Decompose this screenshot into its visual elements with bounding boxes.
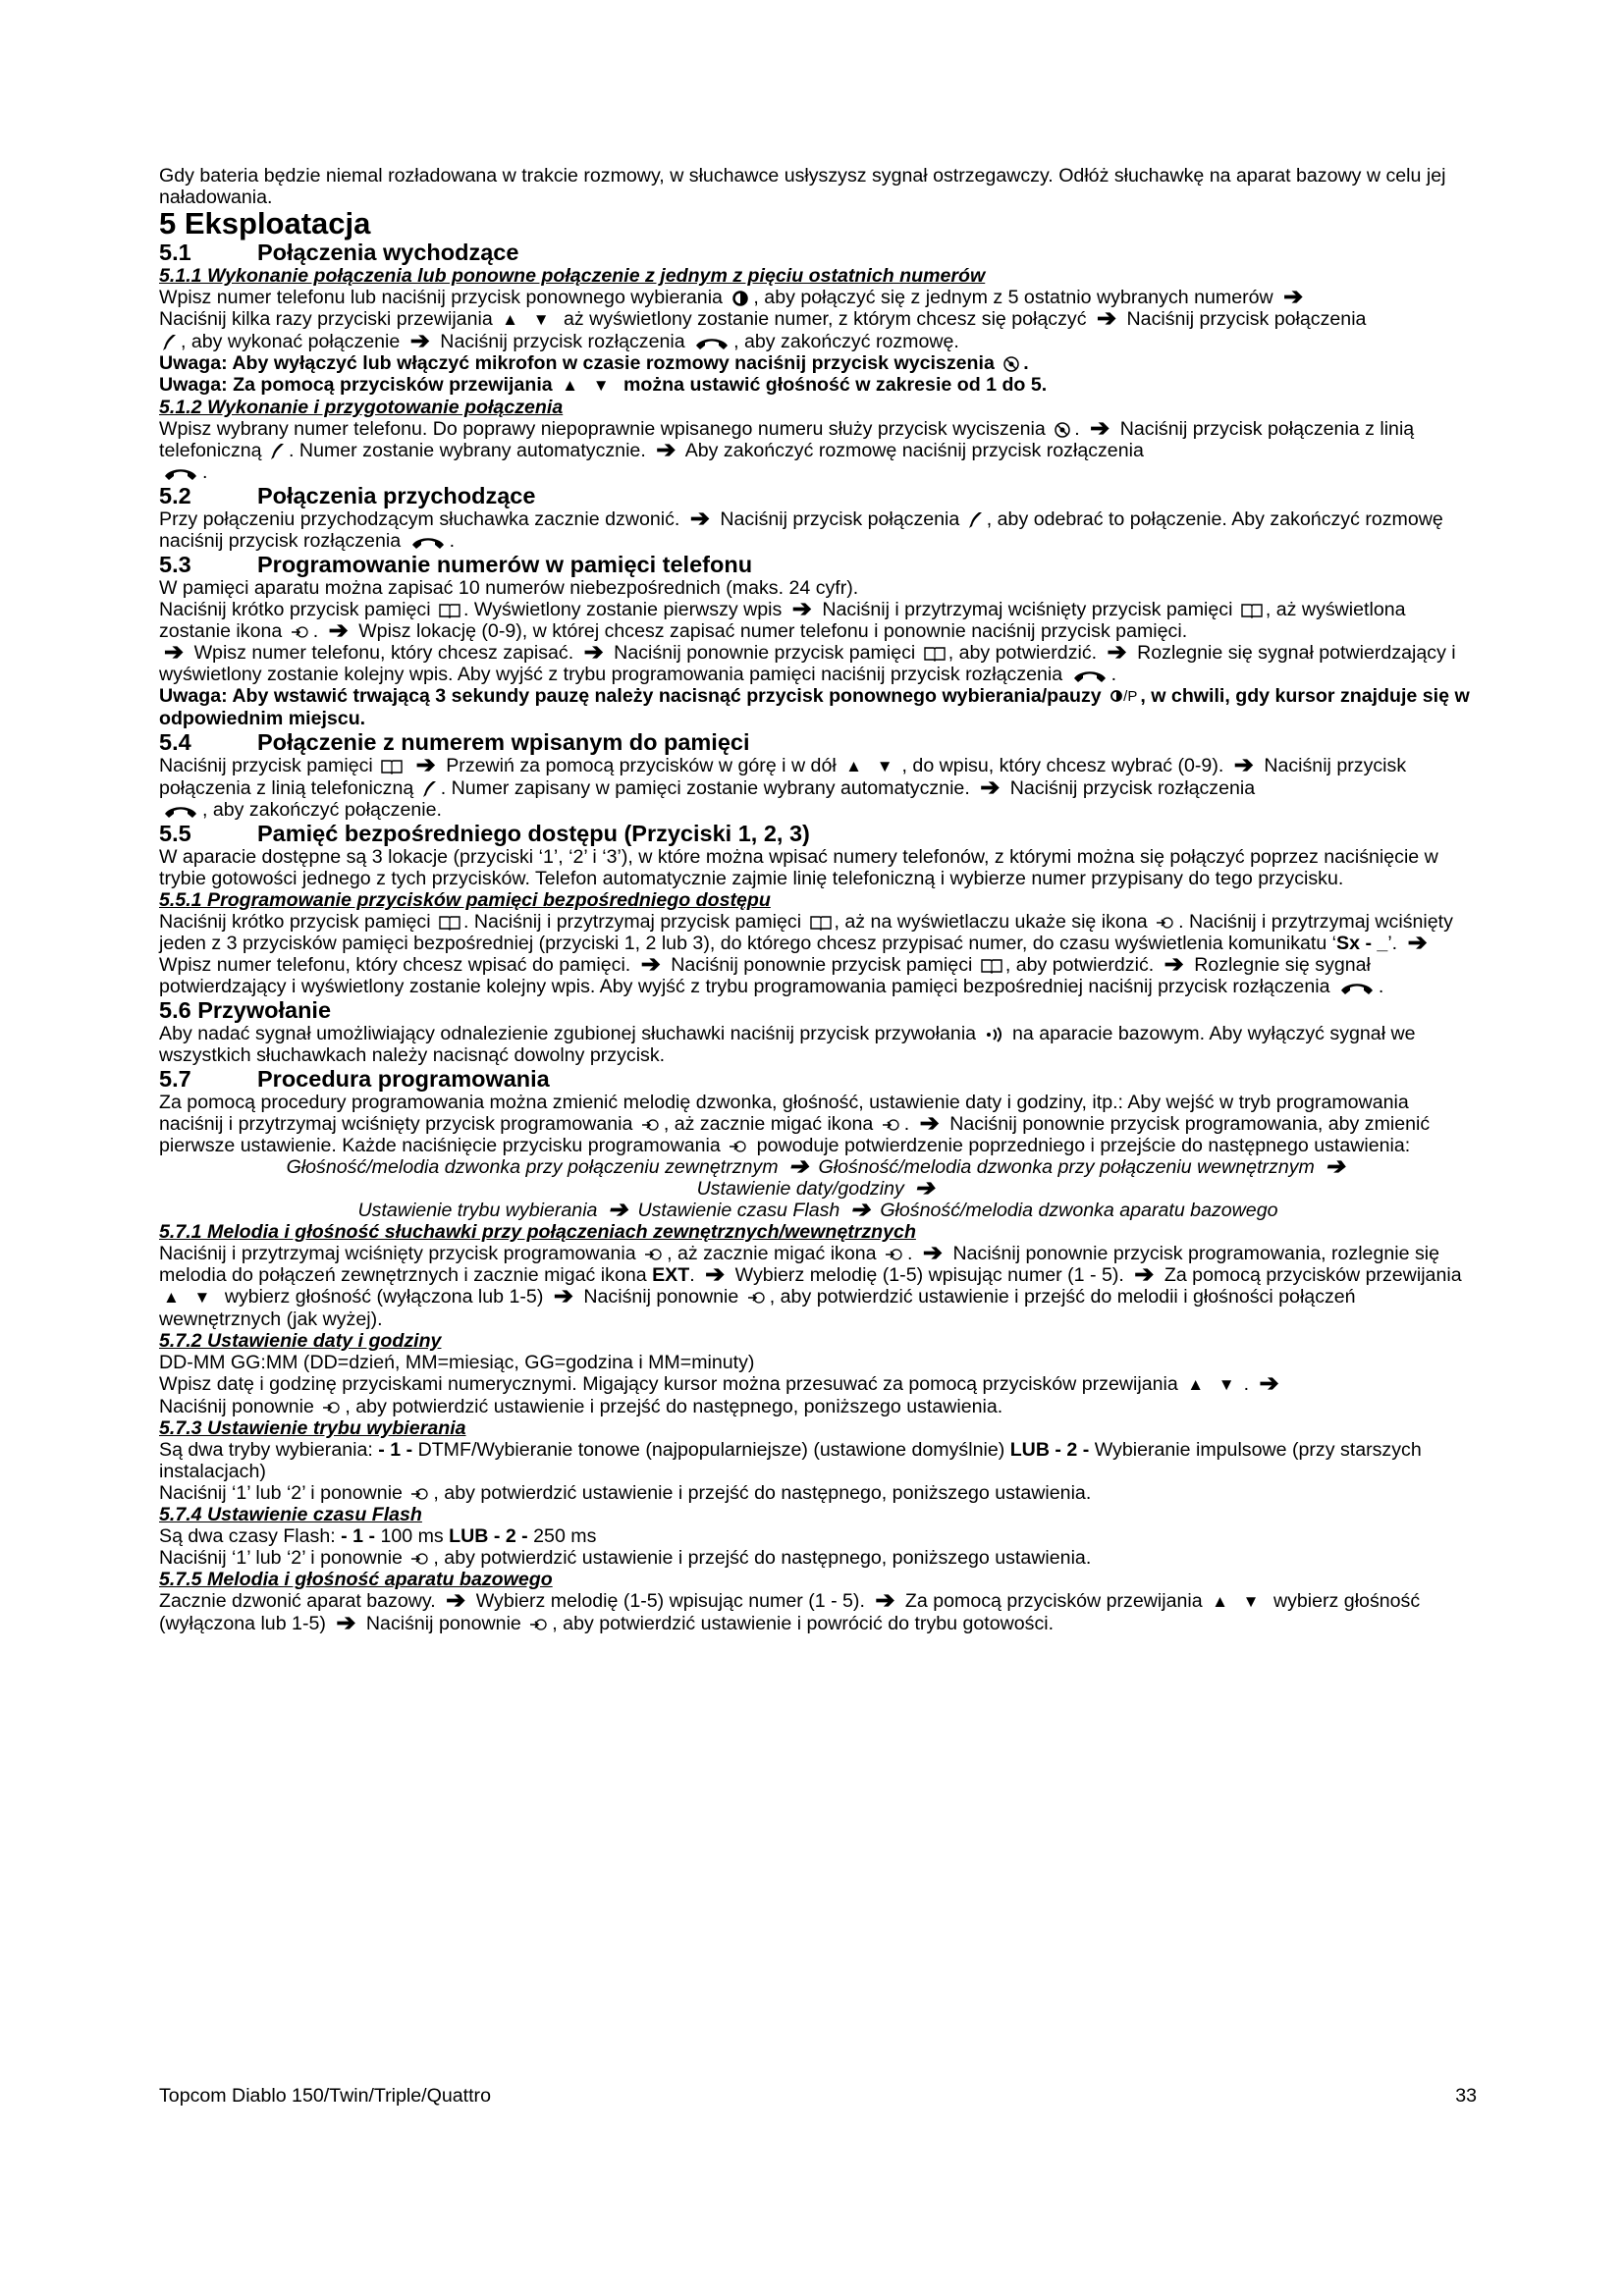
arrow-icon: ➔ xyxy=(656,437,677,463)
hangup-icon xyxy=(694,336,730,351)
arrow-icon: ➔ xyxy=(849,1196,870,1223)
redial-pause-icon: /P xyxy=(1110,686,1137,708)
settings-sequence-line-1: Głośność/melodia dzwonka przy połączeniu zewnętrznym ➔ Głośność/melodia dzwonka przy połączeniu wewnętrznym ➔ xyxy=(286,1152,1345,1180)
section-5-4-heading: 5.4 Połączenie z numerem wpisanym do pamięci xyxy=(159,728,750,755)
intro-paragraph: Gdy bateria będzie niemal rozładowana w trakcie rozmowy, w słuchawce usłyszysz sygnał ostrzegawczy. Odłóż słuchawkę na aparat bazowy w celu jej naładowania. xyxy=(159,165,1446,208)
memory-book-icon xyxy=(439,603,460,618)
program-icon xyxy=(729,1140,748,1153)
section-5-2-heading: 5.2 Połączenia przychodzące xyxy=(159,483,536,508)
arrow-icon: ➔ xyxy=(640,950,661,978)
memory-book-icon xyxy=(1241,603,1263,618)
program-icon xyxy=(1156,916,1175,930)
footer-product-name: Topcom Diablo 150/Twin/Triple/Quattro xyxy=(159,2085,491,2107)
up-down-icon: ▲ ▼ xyxy=(163,1287,216,1307)
arrow-icon: ➔ xyxy=(607,1196,628,1223)
up-down-icon: ▲ ▼ xyxy=(1212,1591,1265,1611)
arrow-icon: ➔ xyxy=(1325,1152,1345,1180)
document-page xyxy=(159,165,1477,1634)
section-5-5-heading: 5.5 Pamięć bezpośredniego dostępu (Przyciski 1, 2, 3) xyxy=(159,820,810,846)
arrow-icon: ➔ xyxy=(914,1174,935,1201)
arrow-icon: ➔ xyxy=(328,617,349,644)
call-icon xyxy=(162,334,178,351)
arrow-icon: ➔ xyxy=(919,1109,940,1137)
arrow-icon: ➔ xyxy=(409,328,430,354)
section-5-1-1-text: Wpisz numer telefonu lub naciśnij przycisk ponownego wybierania , aby połączyć się z jednym z 5 ostatnio wybranych numerów ➔ Naciśnij kilka razy przyciski przewijania ▲ ▼ aż wyświetlony zostanie numer, z którym chcesz się połączyć ➔ Naciśnij przycisk połączenia , aby wykonać połączenie ➔ Naciśnij przycisk rozłączenia , aby zakończyć rozmowę. Uwaga: Aby wyłączyć lub włączyć mikrofon w czasie rozmowy naciśnij przycisk wyciszenia . Uwaga: Za pomocą przycisków przewijania ▲ ▼ można ustawić głośność w zakresie od 1 do 5. xyxy=(159,284,1367,396)
program-icon xyxy=(529,1618,549,1631)
section-5-2-text: Przy połączeniu przychodzącym słuchawka zacznie dzwonić. ➔ Naciśnij przycisk połączenia , aby odebrać to połączenie. Aby zakończyć rozmowę naciśnij przycisk rozłączenia . xyxy=(159,506,1443,552)
memory-book-icon xyxy=(981,958,1002,974)
section-5-5-text: W aparacie dostępne są 3 lokacje (przyciski ‘1’, ‘2’ i ‘3’), w które można wpisać numery telefonów, z którymi można się połączyć poprzez naciśnięcie w trybie gotowości jednego z tych przycisków. Telefon automatycznie zajmie linię telefoniczną i wybierze numer przypisany do tego przycisku. xyxy=(159,845,1438,889)
memory-book-icon xyxy=(810,915,832,931)
arrow-icon: ➔ xyxy=(1134,1260,1155,1288)
chapter-title: 5 Eksploatacja xyxy=(159,206,371,240)
arrow-icon: ➔ xyxy=(1283,284,1304,310)
program-icon xyxy=(410,1552,430,1566)
section-5-3-text: W pamięci aparatu można zapisać 10 numerów niebezpośrednich (maks. 24 cyfr). Naciśnij krótko przycisk pamięci . Wyświetlony zostanie pierwszy wpis ➔ Naciśnij i przytrzymaj wciśnięty przycisk pamięci , aż wyświetlona zostanie ikona . ➔ Wpisz lokację (0-9), w której chcesz zapisać numer telefonu i ponownie naciśnij przycisk pamięci. ➔ Wpisz numer telefonu, który chcesz zapisać. ➔ Naciśnij ponownie przycisk pamięci , aby potwierdzić. ➔ Rozlegnie się sygnał potwierdzający i wyświetlony zostanie kolejny wpis. Aby wyjść z trybu programowania pamięci naciśnij przycisk rozłączenia . Uwaga: Aby wstawić trwającą 3 sekundy pauzę należy nacisnąć przycisk ponownego wybierania/pauzy /P , w chwili, gdy kursor znajduje się w odpowiednim miejscu. xyxy=(159,577,1470,729)
section-5-1-1-heading: 5.1.1 Wykonanie połączenia lub ponowne połączenie z jednym z pięciu ostatnich numerów xyxy=(159,265,986,287)
arrow-icon: ➔ xyxy=(787,1152,809,1180)
mute-icon xyxy=(1054,421,1071,439)
arrow-icon: ➔ xyxy=(336,1609,356,1636)
section-5-7-5-text: Zacznie dzwonić aparat bazowy. ➔ Wybierz melodię (1-5) wpisując numer (1 - 5). ➔ Za pomocą przycisków przewijania ▲ ▼ wybierz głośność (wyłączona lub 1-5) ➔ Naciśnij ponownie , aby potwierdzić ustawienie i powrócić do trybu gotowości. xyxy=(159,1586,1421,1636)
page-number: 33 xyxy=(1455,2085,1477,2107)
arrow-icon: ➔ xyxy=(1259,1369,1279,1397)
arrow-icon: ➔ xyxy=(1107,639,1127,666)
paging-icon xyxy=(985,1027,1004,1042)
settings-sequence-line-2: Ustawienie daty/godziny ➔ xyxy=(696,1174,935,1201)
program-icon xyxy=(641,1118,661,1132)
arrow-icon: ➔ xyxy=(583,639,604,666)
section-5-1-heading: 5.1 Połączenia wychodzące xyxy=(159,240,519,265)
section-5-7-heading: 5.7 Procedura programowania xyxy=(159,1065,550,1092)
arrow-icon: ➔ xyxy=(980,774,1001,801)
program-icon xyxy=(747,1291,767,1305)
up-down-icon: ▲ ▼ xyxy=(1187,1374,1240,1394)
program-icon xyxy=(410,1487,430,1501)
section-5-7-2-heading: 5.7.2 Ustawienie daty i godziny xyxy=(159,1329,442,1352)
arrow-icon: ➔ xyxy=(791,596,812,622)
redial-icon xyxy=(731,291,750,306)
memory-book-icon xyxy=(439,915,460,931)
hangup-icon xyxy=(163,804,198,820)
section-5-3-heading: 5.3 Programowanie numerów w pamięci telefonu xyxy=(159,552,753,577)
section-5-6-text: Aby nadać sygnał umożliwiający odnalezienie zgubionej słuchawki naciśnij przycisk przywołania na aparacie bazowym. Aby wyłączyć sygnał we wszystkich słuchawkach należy nacisnąć dowolny przycisk. xyxy=(159,1022,1416,1066)
arrow-icon: ➔ xyxy=(553,1282,573,1309)
arrow-icon: ➔ xyxy=(705,1260,726,1288)
settings-sequence-line-3: Ustawienie trybu wybierania ➔ Ustawienie czasu Flash ➔ Głośność/melodia dzwonka aparatu bazowego xyxy=(357,1196,1278,1223)
section-5-7-2-text: DD-MM GG:MM (DD=dzień, MM=miesiąc, GG=godzina i MM=minuty) Wpisz datę i godzinę przyciskami numerycznymi. Migający kursor można przesuwać za pomocą przycisków przewijania ▲ ▼ . ➔ Naciśnij ponownie , aby potwierdzić ustawienie i przejść do następnego, poniższego ustawienia. xyxy=(159,1351,1279,1417)
arrow-icon: ➔ xyxy=(689,506,710,532)
program-icon xyxy=(322,1401,342,1415)
arrow-icon: ➔ xyxy=(1096,305,1117,332)
program-icon xyxy=(885,1248,904,1261)
call-icon xyxy=(270,443,286,460)
section-5-5-1-heading: 5.5.1 Programowanie przycisków pamięci bezpośredniego dostępu xyxy=(159,888,771,911)
section-5-7-text: Za pomocą procedury programowania można zmienić melodię dzwonka, głośność, ustawienie daty i godziny, itp.: Aby wejść w tryb programowania naciśnij i przytrzymaj wciśnięty przycisk programowania , aż zacznie migać ikona . ➔ Naciśnij ponownie przycisk programowania, aby zmienić pierwsze ustawienie. Każde naciśnięcie przycisku programowania powoduje potwierdzenie poprzedniego i przejście do następnego ustawienia: xyxy=(159,1091,1431,1156)
section-5-6-heading: 5.6 Przywołanie xyxy=(159,996,332,1023)
program-icon xyxy=(644,1248,664,1261)
arrow-icon: ➔ xyxy=(164,639,185,666)
arrow-icon: ➔ xyxy=(1407,929,1428,956)
page-footer xyxy=(159,2085,1477,2107)
memory-book-icon xyxy=(381,759,403,774)
arrow-icon: ➔ xyxy=(1233,751,1254,778)
arrow-icon: ➔ xyxy=(875,1586,895,1614)
section-5-7-1-text: Naciśnij i przytrzymaj wciśnięty przycisk programowania , aż zacznie migać ikona . ➔ Naciśnij ponownie przycisk programowania, rozlegnie się melodia do połączeń zewnętrznych i zacznie migać ikona EXT. ➔ Wybierz melodię (1-5) wpisując numer (1 - 5). ➔ Za pomocą przycisków przewijania ▲ ▼ wybierz głośność (wyłączona lub 1-5) ➔ Naciśnij ponownie , aby potwierdzić ustawienie i przejść do melodii i głośności połączeń wewnętrznych (jak wyżej). xyxy=(159,1239,1462,1330)
section-5-1-2-text: Wpisz wybrany numer telefonu. Do poprawy niepoprawnie wpisanego numeru służy przycisk wyciszenia . ➔ Naciśnij przycisk połączenia z linią telefoniczną . Numer zostanie wybrany automatycznie. ➔ Aby zakończyć rozmowę naciśnij przycisk rozłączenia . xyxy=(159,415,1415,483)
call-icon xyxy=(968,511,984,529)
mute-icon xyxy=(1002,355,1020,373)
section-5-7-3-heading: 5.7.3 Ustawienie trybu wybierania xyxy=(159,1416,466,1439)
section-5-7-4-heading: 5.7.4 Ustawienie czasu Flash xyxy=(159,1503,422,1525)
arrow-icon: ➔ xyxy=(415,751,436,778)
section-5-5-1-text: Naciśnij krótko przycisk pamięci . Naciśnij i przytrzymaj przycisk pamięci , aż na wyświetlaczu ukaże się ikona . Naciśnij i przytrzymaj wciśnięty jeden z 3 przycisków pamięci bezpośredniej (przyciski 1, 2 lub 3), do którego chcesz przypisać numer, do czasu wyświetlenia komunikatu ‘Sx - _’. ➔ Wpisz numer telefonu, który chcesz wpisać do pamięci. ➔ Naciśnij ponownie przycisk pamięci , aby potwierdzić. ➔ Rozlegnie się sygnał potwierdzający i wyświetlony zostanie kolejny wpis. Aby wyjść z trybu programowania pamięci bezpośredniej naciśnij przycisk rozłączenia . xyxy=(159,910,1453,997)
section-5-4-text: Naciśnij przycisk pamięci ➔ Przewiń za pomocą przycisków w górę i w dół ▲ ▼ , do wpisu, który chcesz wybrać (0-9). ➔ Naciśnij przycisk połączenia z linią telefoniczną . Numer zapisany w pamięci zostanie wybrany automatycznie. ➔ Naciśnij przycisk rozłączenia , aby zakończyć połączenie. xyxy=(159,751,1407,821)
up-down-icon: ▲ ▼ xyxy=(845,756,898,775)
program-icon xyxy=(291,625,310,639)
hangup-icon xyxy=(410,535,446,551)
memory-book-icon xyxy=(924,646,946,662)
arrow-icon: ➔ xyxy=(1090,415,1110,442)
section-5-7-4-text: Są dwa czasy Flash: - 1 - 100 ms LUB - 2 - 250 ms Naciśnij ‘1’ lub ‘2’ i ponownie , aby potwierdzić ustawienie i przejść do następnego, poniższego ustawienia. xyxy=(159,1524,1092,1569)
program-icon xyxy=(882,1118,901,1132)
section-5-7-3-text: Są dwa tryby wybierania: - 1 - DTMF/Wybieranie tonowe (najpopularniejsze) (ustawione domyślnie) LUB - 2 - Wybieranie impulsowe (przy starszych instalacjach) Naciśnij ‘1’ lub ‘2’ i ponownie , aby potwierdzić ustawienie i przejść do następnego, poniższego ustawienia. xyxy=(159,1438,1422,1504)
hangup-icon xyxy=(163,466,198,482)
hangup-icon xyxy=(1072,668,1108,684)
section-5-7-1-heading: 5.7.1 Melodia i głośność słuchawki przy połączeniach zewnętrznych/wewnętrznych xyxy=(159,1220,916,1243)
up-down-icon: ▲ ▼ xyxy=(502,310,555,329)
arrow-icon: ➔ xyxy=(1164,950,1184,978)
arrow-icon: ➔ xyxy=(922,1239,944,1266)
hangup-icon xyxy=(1339,981,1375,996)
arrow-icon: ➔ xyxy=(446,1586,466,1614)
section-5-1-2-heading: 5.1.2 Wykonanie i przygotowanie połączenia xyxy=(159,397,564,418)
call-icon xyxy=(422,780,438,798)
section-5-7-5-heading: 5.7.5 Melodia i głośność aparatu bazowego xyxy=(159,1568,553,1590)
up-down-icon: ▲ ▼ xyxy=(562,376,615,395)
